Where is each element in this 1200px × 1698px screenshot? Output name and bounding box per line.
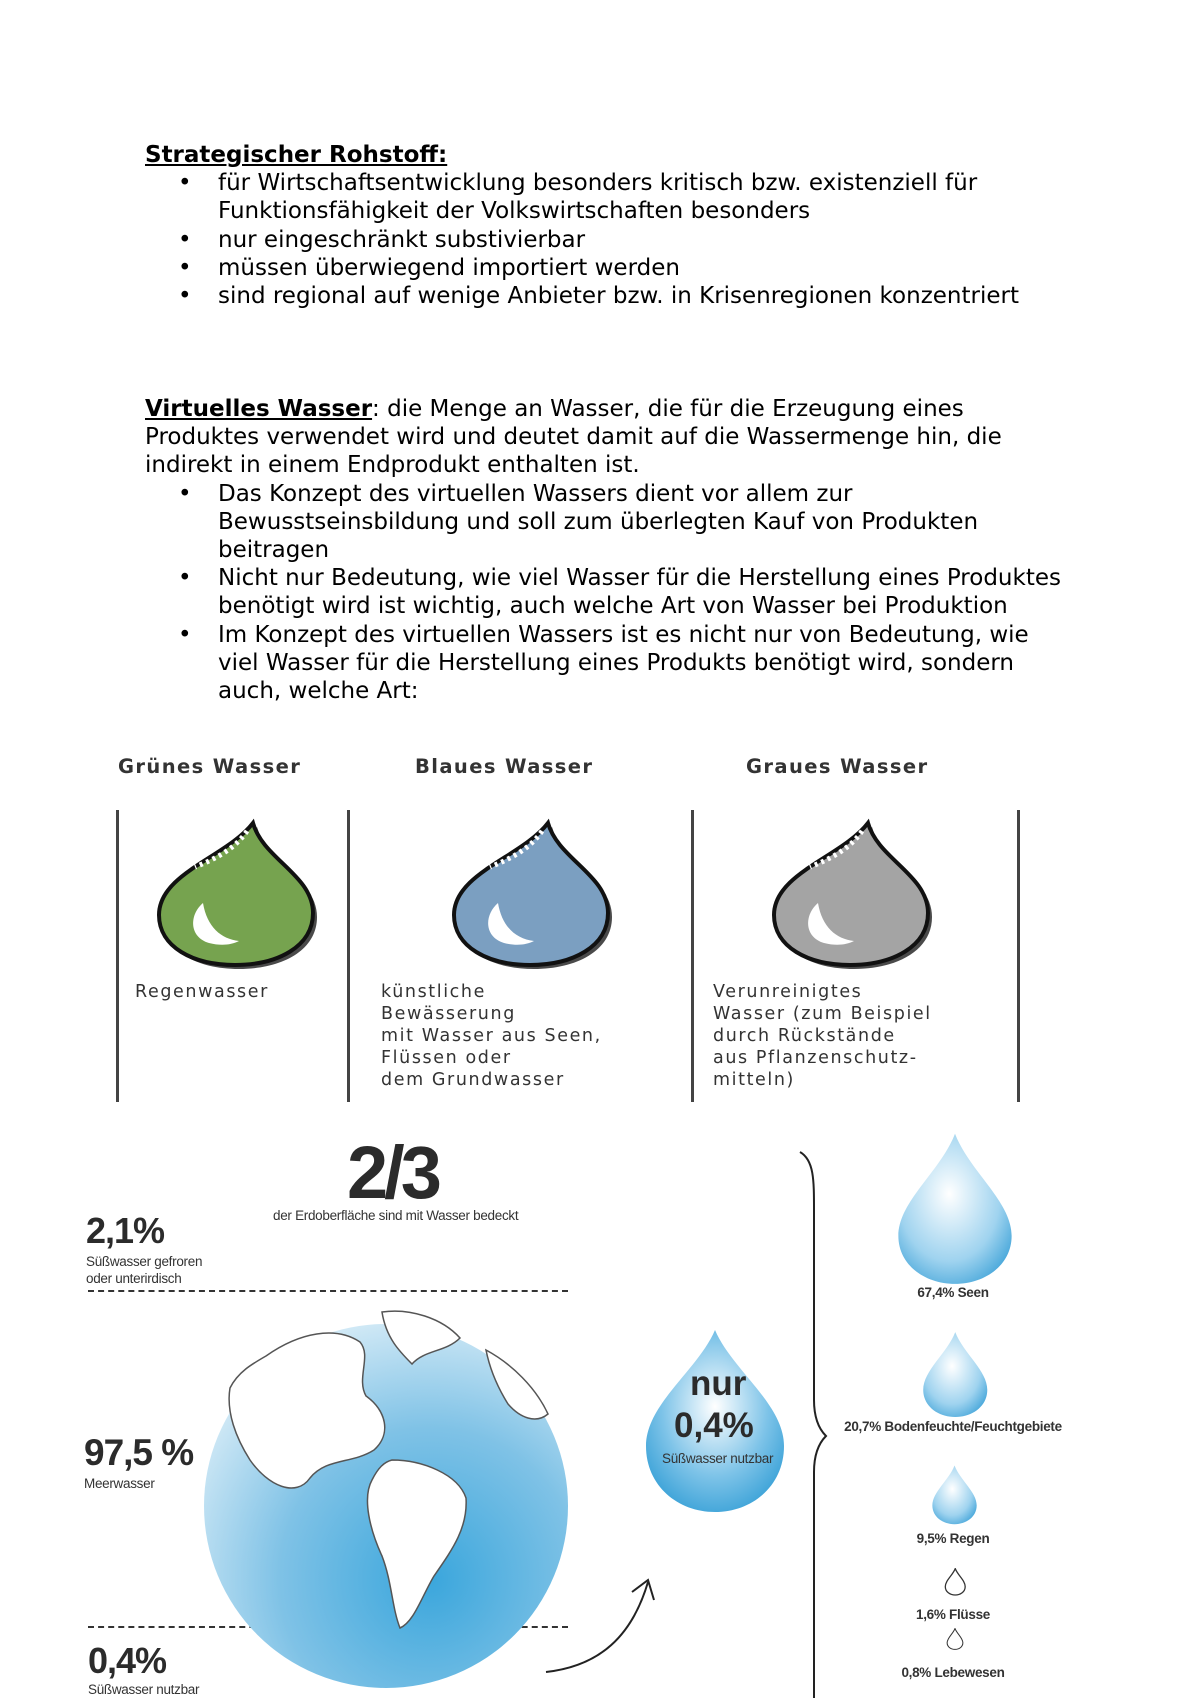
divider-line xyxy=(116,810,119,1102)
strategic-bullet: • nur eingeschränkt substivierbar xyxy=(145,226,1065,254)
strategic-bullet-list xyxy=(145,169,1065,310)
breakdown-label: 0,8% Lebewesen xyxy=(901,1665,1005,1680)
water-distribution-infographic xyxy=(70,1120,1080,1698)
breakdown-label: 67,4% Seen xyxy=(917,1285,989,1300)
big-drop-text-value: 0,4% xyxy=(674,1406,754,1445)
water-types-figure xyxy=(110,755,1030,1100)
blue-water-desc: künstliche Bewässerung mit Wasser aus Seen, Flüssen oder dem Grundwasser xyxy=(381,982,602,1090)
green-water-desc: Regenwasser xyxy=(135,982,269,1002)
grey-drop-icon xyxy=(750,815,950,975)
green-drop-icon xyxy=(135,815,335,975)
divider-line xyxy=(1017,810,1020,1102)
breakdown-label: 9,5% Regen xyxy=(916,1531,990,1546)
virtual-bullet: • Nicht nur Bedeutung, wie viel Wasser für die Herstellung eines Produktes benötigt wird ist wichtig, auch welche Art von Wasser bei Produktion xyxy=(145,564,1065,620)
arrow-icon xyxy=(540,1560,660,1680)
big-drop-text-nur: nur xyxy=(690,1364,747,1403)
usable-value: 0,4% xyxy=(88,1640,167,1681)
grey-water-desc: Verunreinigtes Wasser (zum Beispiel durch Rückstände aus Pflanzenschutz- mitteln) xyxy=(713,982,932,1090)
usable-label: Süßwasser nutzbar xyxy=(88,1682,200,1697)
breakdown-drop-icon xyxy=(920,1330,991,1419)
virtual-bullet: • Das Konzept des virtuellen Wassers dient vor allem zur Bewusstseinsbildung und soll zum überlegten Kauf von Produkten beitragen xyxy=(145,480,1065,565)
virtual-water-paragraph xyxy=(145,395,1065,480)
sea-value: 97,5 % xyxy=(84,1432,194,1473)
virtual-water-section xyxy=(145,395,1065,705)
frozen-label: Süßwasser gefroren oder unterirdisch xyxy=(86,1254,203,1286)
virtual-bullet-list xyxy=(145,480,1065,706)
sea-label: Meerwasser xyxy=(84,1476,155,1491)
breakdown-drop-icon xyxy=(893,1130,1017,1288)
strategic-bullet: • sind regional auf wenige Anbieter bzw. in Krisenregionen konzentriert xyxy=(145,282,1065,310)
green-water-title: Grünes Wasser xyxy=(118,755,302,778)
strategic-heading: Strategischer Rohstoff: xyxy=(145,142,448,168)
strategic-bullet: • für Wirtschaftsentwicklung besonders kritisch bzw. existenziell für Funktionsfähigkeit der Volkswirtschaften besonders xyxy=(145,169,1065,225)
strategic-bullet: • müssen überwiegend importiert werden xyxy=(145,254,1065,282)
virtual-bullet: • Im Konzept des virtuellen Wassers ist es nicht nur von Bedeutung, wie viel Wasser für die Herstellung eines Produkts benötigt wird, sondern auch, welche Art: xyxy=(145,621,1065,706)
breakdown-label: 1,6% Flüsse xyxy=(916,1607,990,1622)
breakdown-drop-icon xyxy=(930,1464,979,1526)
divider-line xyxy=(691,810,694,1102)
breakdown-label: 20,7% Bodenfeuchte/Feuchtgebiete xyxy=(844,1419,1062,1434)
globe-icon xyxy=(196,1292,576,1698)
fraction-value: 2/3 xyxy=(347,1131,438,1214)
blue-drop-icon xyxy=(430,815,630,975)
virtual-water-heading: Virtuelles Wasser xyxy=(145,396,373,422)
strategic-section xyxy=(145,141,1065,310)
grey-water-title: Graues Wasser xyxy=(746,755,929,778)
virtual-water-definition: : die Menge an Wasser, die für die Erzeugung eines Produktes verwendet wird und deutet damit auf die Wassermenge hin, die indirekt in einem Endprodukt enthalten ist. xyxy=(145,396,1002,479)
breakdown-drop-icon xyxy=(944,1568,966,1596)
blue-water-title: Blaues Wasser xyxy=(415,755,594,778)
fraction-caption: der Erdoberfläche sind mit Wasser bedeckt xyxy=(273,1208,519,1223)
big-drop-text-label: Süßwasser nutzbar xyxy=(662,1451,774,1466)
breakdown-drop-icon xyxy=(946,1628,964,1650)
divider-line xyxy=(347,810,350,1102)
frozen-value: 2,1% xyxy=(86,1210,165,1251)
